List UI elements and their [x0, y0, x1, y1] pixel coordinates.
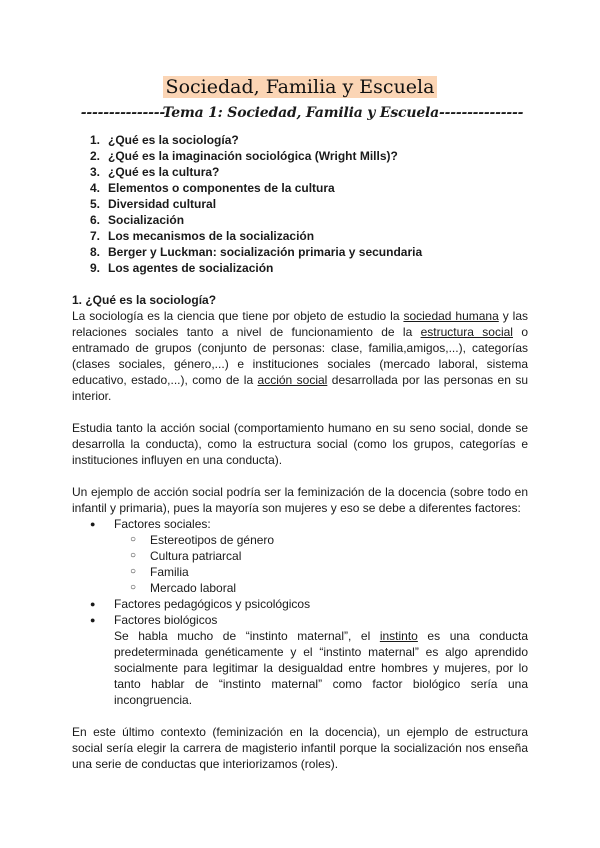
toc-item [90, 244, 422, 260]
section-content [72, 292, 528, 772]
toc-item-number: 6. [90, 213, 101, 227]
toc-item-label: ¿Qué es la cultura? [108, 165, 220, 179]
document-subtitle: ---------------Tema 1: Sociedad, Familia y Escuela--------------- [80, 105, 524, 121]
toc-item [90, 132, 422, 148]
toc-item-label: Diversidad cultural [108, 197, 217, 211]
underlined-term-instinto: instinto [379, 629, 418, 643]
toc-item-number: 4. [90, 181, 101, 195]
factor-item-pedagogic [88, 596, 528, 612]
toc-item [90, 148, 422, 164]
toc-item-number: 9. [90, 261, 101, 275]
spacer [72, 708, 528, 724]
toc-item-number: 3. [90, 165, 101, 179]
paragraph-definition [72, 308, 528, 404]
toc-item-label: ¿Qué es la imaginación sociológica (Wright Mills)? [108, 149, 398, 163]
toc-item-label: Los mecanismos de la socialización [108, 229, 315, 243]
sublist-item: ○ Familia [130, 564, 528, 580]
text-run: es una conducta predeterminada genéticamente y el “instinto maternal” es algo aprendido socialmente para legitimar la desigualdad entre hombres y mujeres, por lo tanto hablar de “instinto maternal” como factor biológico sería una incongruencia. [114, 629, 528, 707]
paragraph-structure-example: En este último contexto (feminización en la docencia), un ejemplo de estructura social sería elegir la carrera de magisterio infantil porque la socialización nos enseña una serie de conductas que interiorizamos (roles). [72, 725, 528, 771]
factor-item-biologic [88, 612, 528, 708]
text-run: desarrollada por las personas en su interior. [72, 373, 528, 403]
factor-item-social [88, 516, 528, 596]
toc-item-number: 7. [90, 229, 101, 243]
toc-item [90, 228, 422, 244]
paragraph-example: Un ejemplo de acción social podría ser la feminización de la docencia (sobre todo en infantil y primaria), pues la mayoría son mujeres y eso se debe a diferentes factores: [72, 485, 528, 515]
text-run: o entramado de grupos (conjunto de personas: clase, familia,amigos,...), categorías (clases sociales, género,...) e instituciones sociales (mercado laboral, sistema educativo, estado,...), como de la [72, 325, 528, 387]
text-run: Se habla mucho de “instinto maternal”, el [114, 629, 380, 643]
toc-item-label: ¿Qué es la sociología? [108, 133, 239, 147]
factors-list [72, 516, 528, 708]
underlined-term-sociedad-humana: sociedad humana [403, 309, 499, 323]
social-factors-sublist [114, 532, 528, 596]
underlined-term-estructura-social: estructura social [420, 325, 513, 339]
biologic-explanation [114, 628, 528, 708]
toc-item [90, 212, 422, 228]
sublist-item: ○ Estereotipos de género [130, 532, 528, 548]
toc-item-number: 1. [90, 133, 101, 147]
spacer [72, 468, 528, 484]
document-title: Sociedad, Familia y Escuela [163, 76, 438, 98]
toc-item [90, 164, 422, 180]
section-heading: 1. ¿Qué es la sociología? [72, 293, 217, 307]
title-block [0, 76, 600, 98]
sublist-item: ○ Cultura patriarcal [130, 548, 528, 564]
factor-label: ● Factores biológicos [114, 613, 218, 627]
sublist-item: ○ Mercado laboral [130, 580, 528, 596]
toc-item-label: Elementos o componentes de la cultura [108, 181, 335, 195]
factor-label: Factores pedagógicos y psicológicos [114, 597, 311, 611]
toc-item-number: 8. [90, 245, 101, 259]
toc-item-number: 5. [90, 197, 101, 211]
underlined-term-accion-social: acción social [257, 373, 328, 387]
toc-item-label: Berger y Luckman: socialización primaria y secundaria [108, 245, 423, 259]
table-of-contents [90, 132, 422, 276]
toc-item [90, 180, 422, 196]
paragraph-studies: Estudia tanto la acción social (comportamiento humano en su seno social, donde se desarrolla la conducta), como la estructura social (como los grupos, categorías e instituciones influyen en una conducta). [72, 421, 528, 467]
toc-item-number: 2. [90, 149, 101, 163]
text-run: La sociología es la ciencia que tiene por objeto de estudio la [72, 309, 404, 323]
toc-item [90, 196, 422, 212]
spacer [72, 404, 528, 420]
toc-item-label: Socialización [108, 213, 185, 227]
text-run: y las relaciones sociales tanto a nivel de funcionamiento de la [72, 309, 528, 339]
factor-label: Factores sociales: [114, 517, 211, 531]
toc-item-label: Los agentes de socialización [108, 261, 274, 275]
toc-item [90, 260, 422, 276]
